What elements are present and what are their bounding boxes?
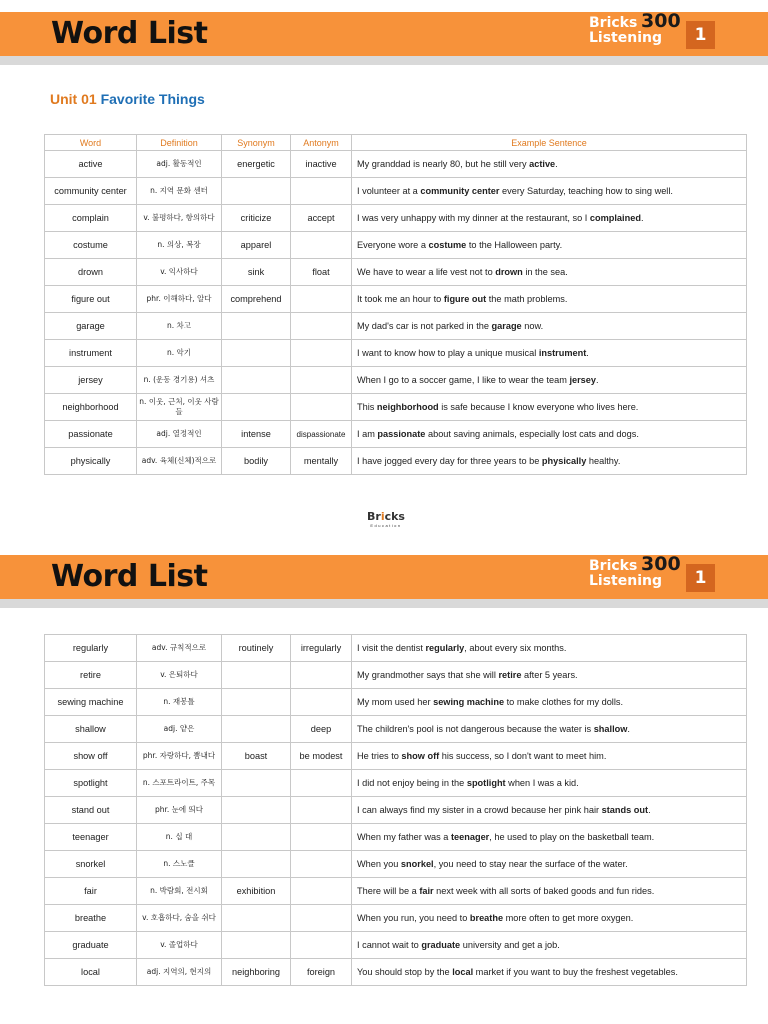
definition-cell: phr. 자랑하다, 뽐내다 bbox=[137, 743, 222, 770]
word-cell: complain bbox=[45, 205, 137, 232]
antonym-cell bbox=[291, 824, 352, 851]
definition-cell: n. (운동 경기용) 셔츠 bbox=[137, 367, 222, 394]
table-row bbox=[45, 851, 747, 878]
antonym-cell bbox=[291, 851, 352, 878]
header-banner bbox=[0, 12, 768, 56]
brand-logo bbox=[589, 553, 681, 589]
definition-cell: n. 이웃, 근처, 이웃 사람들 bbox=[137, 394, 222, 421]
table-row bbox=[45, 367, 747, 394]
table-row bbox=[45, 959, 747, 986]
unit-number: Unit 01 bbox=[50, 91, 97, 107]
word-cell: shallow bbox=[45, 716, 137, 743]
example-sentence-cell: This neighborhood is safe because I know everyone who lives here. bbox=[352, 394, 747, 421]
brand-number: 300 bbox=[641, 10, 681, 32]
word-cell: community center bbox=[45, 178, 137, 205]
synonym-cell: energetic bbox=[222, 151, 291, 178]
antonym-cell bbox=[291, 394, 352, 421]
highlighted-word: physically bbox=[541, 456, 587, 466]
word-table bbox=[44, 134, 747, 475]
synonym-cell bbox=[222, 770, 291, 797]
highlighted-word: breathe bbox=[469, 913, 504, 923]
table-row bbox=[45, 878, 747, 905]
highlighted-word: show off bbox=[401, 751, 440, 761]
example-sentence-cell: My mom used her sewing machine to make clothes for my dolls. bbox=[352, 689, 747, 716]
synonym-cell: intense bbox=[222, 421, 291, 448]
example-sentence-cell: I visit the dentist regularly, about every six months. bbox=[352, 635, 747, 662]
antonym-cell bbox=[291, 878, 352, 905]
definition-cell: n. 십 대 bbox=[137, 824, 222, 851]
word-cell: costume bbox=[45, 232, 137, 259]
synonym-cell: neighboring bbox=[222, 959, 291, 986]
table-row bbox=[45, 205, 747, 232]
highlighted-word: neighborhood bbox=[376, 402, 439, 412]
word-cell: show off bbox=[45, 743, 137, 770]
table-row bbox=[45, 824, 747, 851]
word-cell: instrument bbox=[45, 340, 137, 367]
example-sentence-cell: The children's pool is not dangerous because the water is shallow. bbox=[352, 716, 747, 743]
antonym-cell: irregularly bbox=[291, 635, 352, 662]
brand-subject: Listening bbox=[589, 573, 662, 589]
example-sentence-cell: I did not enjoy being in the spotlight when I was a kid. bbox=[352, 770, 747, 797]
synonym-cell bbox=[222, 932, 291, 959]
word-cell: garage bbox=[45, 313, 137, 340]
antonym-cell bbox=[291, 232, 352, 259]
highlighted-word: passionate bbox=[377, 429, 426, 439]
synonym-cell bbox=[222, 313, 291, 340]
synonym-cell bbox=[222, 716, 291, 743]
table-row bbox=[45, 662, 747, 689]
word-cell: local bbox=[45, 959, 137, 986]
synonym-cell: sink bbox=[222, 259, 291, 286]
example-sentence-cell: There will be a fair next week with all sorts of baked goods and fun rides. bbox=[352, 878, 747, 905]
word-cell: retire bbox=[45, 662, 137, 689]
antonym-cell bbox=[291, 286, 352, 313]
highlighted-word: fair bbox=[419, 886, 434, 896]
definition-cell: phr. 눈에 띄다 bbox=[137, 797, 222, 824]
word-cell: figure out bbox=[45, 286, 137, 313]
brand-name: Bricks bbox=[589, 15, 638, 31]
antonym-cell bbox=[291, 662, 352, 689]
word-cell: breathe bbox=[45, 905, 137, 932]
highlighted-word: sewing machine bbox=[433, 697, 505, 707]
example-sentence-cell: When my father was a teenager, he used to play on the basketball team. bbox=[352, 824, 747, 851]
table-row bbox=[45, 770, 747, 797]
word-cell: drown bbox=[45, 259, 137, 286]
table-row bbox=[45, 743, 747, 770]
highlighted-word: costume bbox=[428, 240, 467, 250]
antonym-cell: foreign bbox=[291, 959, 352, 986]
example-sentence-cell: I was very unhappy with my dinner at the restaurant, so I complained. bbox=[352, 205, 747, 232]
antonym-cell: deep bbox=[291, 716, 352, 743]
table-row bbox=[45, 448, 747, 475]
antonym-cell bbox=[291, 932, 352, 959]
antonym-cell: be modest bbox=[291, 743, 352, 770]
synonym-cell bbox=[222, 824, 291, 851]
example-sentence-cell: I cannot wait to graduate university and get a job. bbox=[352, 932, 747, 959]
synonym-cell bbox=[222, 905, 291, 932]
antonym-cell: dispassionate bbox=[291, 421, 352, 448]
example-sentence-cell: When you snorkel, you need to stay near the surface of the water. bbox=[352, 851, 747, 878]
synonym-cell bbox=[222, 178, 291, 205]
definition-cell: n. 스노클 bbox=[137, 851, 222, 878]
antonym-cell bbox=[291, 689, 352, 716]
word-cell: stand out bbox=[45, 797, 137, 824]
table-row bbox=[45, 797, 747, 824]
definition-cell: adv. 규칙적으로 bbox=[137, 635, 222, 662]
banner-divider bbox=[0, 599, 768, 608]
highlighted-word: complained bbox=[589, 213, 641, 223]
definition-cell: n. 스포트라이트, 주목 bbox=[137, 770, 222, 797]
highlighted-word: teenager bbox=[450, 832, 490, 842]
example-sentence-cell: I am passionate about saving animals, especially lost cats and dogs. bbox=[352, 421, 747, 448]
definition-cell: adj. 열정적인 bbox=[137, 421, 222, 448]
word-cell: snorkel bbox=[45, 851, 137, 878]
highlighted-word: instrument bbox=[538, 348, 587, 358]
banner-divider bbox=[0, 56, 768, 65]
synonym-cell bbox=[222, 797, 291, 824]
definition-cell: adj. 지역의, 현지의 bbox=[137, 959, 222, 986]
table-row bbox=[45, 635, 747, 662]
example-sentence-cell: He tries to show off his success, so I don't want to meet him. bbox=[352, 743, 747, 770]
column-header-antonym: Antonym bbox=[291, 135, 352, 151]
highlighted-word: local bbox=[452, 967, 474, 977]
word-cell: regularly bbox=[45, 635, 137, 662]
unit-name: Favorite Things bbox=[100, 91, 205, 107]
table-row bbox=[45, 932, 747, 959]
word-cell: passionate bbox=[45, 421, 137, 448]
highlighted-word: graduate bbox=[421, 940, 461, 950]
footer-logo-sub: Education bbox=[370, 523, 402, 528]
synonym-cell: criticize bbox=[222, 205, 291, 232]
synonym-cell: exhibition bbox=[222, 878, 291, 905]
footer-logo bbox=[366, 510, 406, 528]
antonym-cell bbox=[291, 313, 352, 340]
table-row bbox=[45, 151, 747, 178]
example-sentence-cell: When you run, you need to breathe more often to get more oxygen. bbox=[352, 905, 747, 932]
example-sentence-cell: I volunteer at a community center every Saturday, teaching how to sing well. bbox=[352, 178, 747, 205]
example-sentence-cell: I want to know how to play a unique musical instrument. bbox=[352, 340, 747, 367]
word-cell: fair bbox=[45, 878, 137, 905]
table-row bbox=[45, 340, 747, 367]
antonym-cell bbox=[291, 367, 352, 394]
table-header-row bbox=[45, 135, 747, 151]
definition-cell: v. 익사하다 bbox=[137, 259, 222, 286]
column-header-definition: Definition bbox=[137, 135, 222, 151]
brand-number: 300 bbox=[641, 553, 681, 575]
footer-logo-word: Bricks bbox=[367, 510, 405, 523]
unit-heading bbox=[50, 91, 205, 107]
page-title: Word List bbox=[51, 559, 208, 594]
table-row bbox=[45, 286, 747, 313]
highlighted-word: snorkel bbox=[400, 859, 434, 869]
definition-cell: n. 재봉틀 bbox=[137, 689, 222, 716]
word-table bbox=[44, 634, 747, 986]
word-cell: graduate bbox=[45, 932, 137, 959]
highlighted-word: jersey bbox=[569, 375, 597, 385]
synonym-cell bbox=[222, 689, 291, 716]
word-cell: active bbox=[45, 151, 137, 178]
antonym-cell: float bbox=[291, 259, 352, 286]
highlighted-word: active bbox=[529, 159, 556, 169]
level-badge: 1 bbox=[686, 21, 715, 49]
table-row bbox=[45, 232, 747, 259]
definition-cell: n. 지역 문화 센터 bbox=[137, 178, 222, 205]
definition-cell: v. 졸업하다 bbox=[137, 932, 222, 959]
example-sentence-cell: My dad's car is not parked in the garage now. bbox=[352, 313, 747, 340]
definition-cell: v. 불평하다, 항의하다 bbox=[137, 205, 222, 232]
highlighted-word: figure out bbox=[443, 294, 487, 304]
antonym-cell: inactive bbox=[291, 151, 352, 178]
antonym-cell bbox=[291, 770, 352, 797]
definition-cell: n. 악기 bbox=[137, 340, 222, 367]
definition-cell: v. 호흡하다, 숨을 쉬다 bbox=[137, 905, 222, 932]
antonym-cell bbox=[291, 797, 352, 824]
synonym-cell: comprehend bbox=[222, 286, 291, 313]
antonym-cell bbox=[291, 178, 352, 205]
word-cell: physically bbox=[45, 448, 137, 475]
synonym-cell: bodily bbox=[222, 448, 291, 475]
table-row bbox=[45, 716, 747, 743]
word-cell: teenager bbox=[45, 824, 137, 851]
table-row bbox=[45, 905, 747, 932]
example-sentence-cell: It took me an hour to figure out the math problems. bbox=[352, 286, 747, 313]
antonym-cell: mentally bbox=[291, 448, 352, 475]
level-badge: 1 bbox=[686, 564, 715, 592]
highlighted-word: garage bbox=[491, 321, 522, 331]
word-cell: neighborhood bbox=[45, 394, 137, 421]
definition-cell: adj. 얕은 bbox=[137, 716, 222, 743]
synonym-cell bbox=[222, 851, 291, 878]
highlighted-word: community center bbox=[420, 186, 500, 196]
definition-cell: n. 의상, 복장 bbox=[137, 232, 222, 259]
definition-cell: v. 은퇴하다 bbox=[137, 662, 222, 689]
column-header-example: Example Sentence bbox=[352, 135, 747, 151]
example-sentence-cell: When I go to a soccer game, I like to wear the team jersey. bbox=[352, 367, 747, 394]
definition-cell: n. 차고 bbox=[137, 313, 222, 340]
brand-subject: Listening bbox=[589, 30, 662, 46]
synonym-cell: apparel bbox=[222, 232, 291, 259]
synonym-cell: routinely bbox=[222, 635, 291, 662]
header-banner bbox=[0, 555, 768, 599]
synonym-cell bbox=[222, 340, 291, 367]
example-sentence-cell: I can always find my sister in a crowd because her pink hair stands out. bbox=[352, 797, 747, 824]
definition-cell: phr. 이해하다, 알다 bbox=[137, 286, 222, 313]
example-sentence-cell: You should stop by the local market if you want to buy the freshest vegetables. bbox=[352, 959, 747, 986]
synonym-cell bbox=[222, 367, 291, 394]
brand-logo bbox=[589, 10, 681, 46]
table-row bbox=[45, 313, 747, 340]
table-row bbox=[45, 178, 747, 205]
column-header-synonym: Synonym bbox=[222, 135, 291, 151]
synonym-cell bbox=[222, 394, 291, 421]
example-sentence-cell: We have to wear a life vest not to drown in the sea. bbox=[352, 259, 747, 286]
word-cell: spotlight bbox=[45, 770, 137, 797]
word-cell: sewing machine bbox=[45, 689, 137, 716]
synonym-cell bbox=[222, 662, 291, 689]
table-row bbox=[45, 421, 747, 448]
definition-cell: n. 박람회, 전시회 bbox=[137, 878, 222, 905]
word-cell: jersey bbox=[45, 367, 137, 394]
antonym-cell bbox=[291, 905, 352, 932]
example-sentence-cell: Everyone wore a costume to the Halloween party. bbox=[352, 232, 747, 259]
example-sentence-cell: I have jogged every day for three years to be physically healthy. bbox=[352, 448, 747, 475]
synonym-cell: boast bbox=[222, 743, 291, 770]
table-row bbox=[45, 689, 747, 716]
highlighted-word: retire bbox=[498, 670, 522, 680]
highlighted-word: spotlight bbox=[466, 778, 506, 788]
highlighted-word: shallow bbox=[593, 724, 628, 734]
highlighted-word: drown bbox=[495, 267, 523, 277]
definition-cell: adj. 활동적인 bbox=[137, 151, 222, 178]
column-header-word: Word bbox=[45, 135, 137, 151]
highlighted-word: regularly bbox=[425, 643, 465, 653]
example-sentence-cell: My granddad is nearly 80, but he still very active. bbox=[352, 151, 747, 178]
page-title: Word List bbox=[51, 16, 208, 51]
table-row bbox=[45, 394, 747, 421]
example-sentence-cell: My grandmother says that she will retire after 5 years. bbox=[352, 662, 747, 689]
antonym-cell: accept bbox=[291, 205, 352, 232]
definition-cell: adv. 육체(신체)적으로 bbox=[137, 448, 222, 475]
brand-name: Bricks bbox=[589, 558, 638, 574]
highlighted-word: stands out bbox=[601, 805, 649, 815]
table-row bbox=[45, 259, 747, 286]
antonym-cell bbox=[291, 340, 352, 367]
